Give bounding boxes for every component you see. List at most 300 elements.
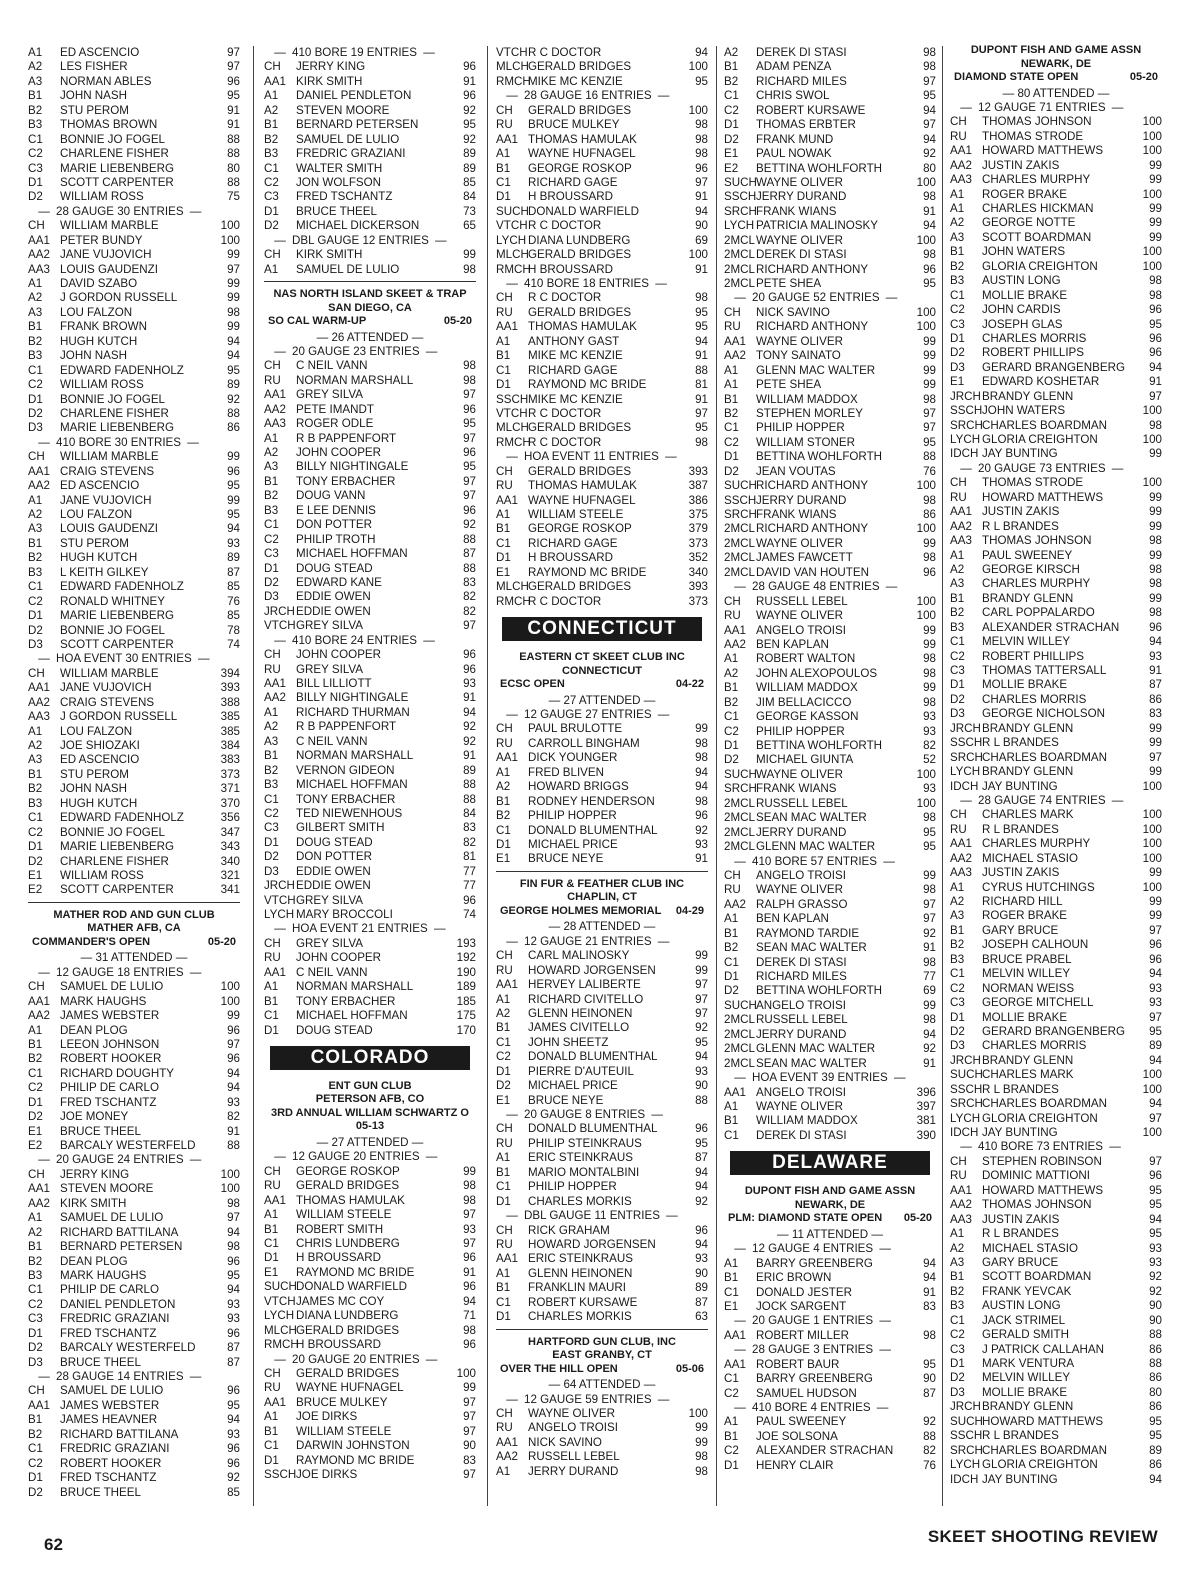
score: 91 — [1149, 664, 1162, 677]
result-row — [264, 190, 476, 204]
class-code: B3 — [950, 274, 965, 288]
result-row — [496, 407, 708, 421]
result-row — [496, 580, 708, 594]
class-code: RU — [264, 1179, 281, 1193]
shooter-name: BILLY NIGHTINGALE — [296, 691, 409, 705]
shooter-name: ALEXANDER STRACHAN — [982, 620, 1120, 634]
shooter-name: JOE DIRKS — [296, 1410, 358, 1424]
score: 397 — [916, 1099, 936, 1113]
result-row — [264, 1439, 476, 1453]
score: 94 — [695, 1165, 708, 1179]
result-row — [724, 1057, 936, 1071]
event-divider — [724, 1242, 936, 1256]
result-row — [28, 995, 240, 1009]
score: 321 — [220, 868, 240, 882]
score: 95 — [227, 508, 240, 521]
score: 95 — [923, 840, 936, 854]
result-row — [724, 205, 936, 219]
score: 99 — [227, 493, 240, 507]
score: 97 — [1149, 389, 1162, 403]
class-code: C2 — [28, 147, 43, 161]
score: 93 — [227, 1297, 240, 1311]
score: 95 — [227, 479, 240, 493]
class-code: IDCH — [950, 447, 979, 461]
event-entries: 410 BORE 24 ENTRIES — [292, 633, 418, 647]
score: 341 — [220, 883, 240, 897]
score: 98 — [463, 1179, 476, 1193]
result-row — [28, 1182, 240, 1196]
result-row — [724, 1114, 936, 1128]
score: 356 — [220, 811, 240, 825]
result-row — [724, 234, 936, 248]
result-row — [724, 1415, 936, 1429]
class-code: A1 — [264, 89, 279, 103]
score: 99 — [923, 378, 936, 392]
result-row — [724, 133, 936, 147]
club-name: HARTFORD GUN CLUB, INC — [528, 1335, 676, 1348]
class-code: B1 — [950, 923, 965, 937]
result-row — [264, 720, 476, 734]
class-code: B1 — [28, 1037, 43, 1051]
result-row — [496, 133, 708, 147]
class-code: B1 — [28, 89, 43, 103]
score: 83 — [1149, 707, 1162, 721]
result-row — [28, 840, 240, 854]
club-location: NEWARK, DE — [794, 1198, 866, 1211]
score: 87 — [227, 1355, 240, 1369]
shooter-name: WILLIAM STEELE — [296, 1424, 392, 1438]
result-row — [264, 605, 476, 619]
shooter-name: JOHN WATERS — [982, 404, 1066, 418]
shooter-name: BRUCE NEYE — [528, 852, 604, 866]
class-code: SSCH — [950, 1429, 983, 1443]
attendance — [496, 920, 708, 934]
result-row — [496, 205, 708, 219]
class-code: A1 — [28, 46, 43, 59]
results-column-2 — [264, 46, 476, 1482]
result-row — [950, 635, 1162, 649]
score: 92 — [227, 392, 240, 406]
score: 95 — [1149, 1183, 1162, 1197]
class-code: D3 — [28, 1355, 43, 1369]
class-code: B2 — [28, 782, 43, 796]
score: 99 — [923, 868, 936, 882]
score: 99 — [1149, 519, 1162, 533]
shooter-name: DEREK DI STASI — [756, 248, 847, 262]
class-code: A1 — [950, 880, 965, 894]
result-row — [724, 393, 936, 407]
dash: — — [425, 1150, 438, 1164]
class-code: C1 — [496, 1180, 511, 1194]
shooter-name: ERIC STEINKRAUS — [528, 1252, 634, 1266]
result-row — [724, 840, 936, 854]
result-row — [724, 104, 936, 118]
class-code: RMCH — [264, 1338, 299, 1352]
shooter-name: THOMAS ERBTER — [756, 118, 856, 132]
event-divider — [724, 1343, 936, 1357]
dash: — — [868, 1227, 883, 1241]
score: 88 — [695, 1093, 708, 1107]
result-row — [724, 364, 936, 378]
shooter-name: H BROUSSARD — [296, 1338, 382, 1352]
shooter-name: MARK HAUGHS — [60, 994, 147, 1008]
dash: — — [657, 934, 670, 948]
result-row — [950, 1299, 1162, 1313]
class-code: B1 — [950, 591, 965, 605]
result-row — [496, 320, 708, 334]
event-divider — [724, 291, 936, 305]
class-code: B1 — [496, 161, 511, 175]
class-code: RU — [724, 609, 741, 623]
score: 94 — [923, 103, 936, 117]
class-code: D1 — [496, 1310, 511, 1324]
club-name: NAS NORTH ISLAND SKEET & TRAP — [273, 288, 467, 300]
dash: — — [657, 708, 670, 721]
dash: — — [506, 1209, 518, 1223]
shooter-name: JANE VUJOVICH — [60, 248, 152, 262]
shooter-name: THOMAS HAMULAK — [528, 132, 637, 146]
shooter-name: WAYNE OLIVER — [756, 334, 843, 348]
result-row — [28, 349, 240, 363]
score: 95 — [695, 421, 708, 435]
shooter-name: EDWARD FADENHOLZ — [60, 580, 184, 594]
dash: — — [189, 1153, 202, 1167]
score: 97 — [1149, 750, 1162, 764]
class-code: AA1 — [264, 965, 286, 979]
score: 96 — [1149, 620, 1162, 634]
dash: — — [960, 1140, 972, 1154]
score: 88 — [227, 406, 240, 420]
result-row — [496, 1021, 708, 1035]
score: 100 — [688, 103, 708, 117]
score: 396 — [916, 1085, 936, 1099]
dash: — — [655, 277, 667, 290]
class-code: C1 — [496, 1035, 511, 1049]
class-code: D1 — [496, 551, 511, 565]
class-code: B3 — [264, 147, 279, 161]
shooter-name: JOHN COOPER — [296, 648, 382, 662]
result-row — [496, 722, 708, 736]
class-code: AA2 — [28, 479, 50, 493]
result-row — [724, 522, 936, 536]
class-code: AA2 — [28, 248, 50, 262]
result-row — [264, 576, 476, 590]
result-row — [28, 725, 240, 739]
class-code: B2 — [28, 103, 43, 117]
shooter-name: JAY BUNTING — [982, 447, 1058, 461]
shooter-name: CARL MALINOSKY — [528, 949, 630, 963]
shooter-name: WILLIAM MADDOX — [756, 392, 858, 406]
shooter-name: GLENN MAC WALTER — [756, 363, 876, 377]
class-code: AA1 — [724, 1357, 746, 1371]
result-row — [496, 176, 708, 190]
shooter-name: GERALD BRIDGES — [528, 305, 632, 319]
attendance — [264, 331, 476, 345]
score: 87 — [227, 1341, 240, 1355]
score: 98 — [923, 955, 936, 969]
shooter-name: ROBERT WALTON — [756, 652, 856, 666]
result-row — [28, 118, 240, 132]
result-row — [28, 335, 240, 349]
result-row — [496, 1465, 708, 1479]
shooter-name: GARY BRUCE — [982, 1255, 1059, 1269]
score: 98 — [463, 1323, 476, 1337]
shooter-name: AUSTIN LONG — [982, 1299, 1061, 1313]
result-row — [28, 133, 240, 147]
shooter-name: BRANDY GLENN — [982, 591, 1074, 605]
result-row — [264, 1468, 476, 1482]
score: 99 — [1149, 548, 1162, 562]
shooter-name: HOWARD BRIGGS — [528, 780, 629, 794]
class-code: D2 — [496, 1079, 511, 1093]
shooter-name: R C DOCTOR — [528, 219, 602, 233]
score: 92 — [227, 1471, 240, 1485]
score: 99 — [1149, 230, 1162, 244]
class-code: A1 — [264, 262, 279, 276]
class-code: AA1 — [950, 144, 972, 158]
result-row — [950, 1270, 1162, 1284]
shooter-name: GLENN MAC WALTER — [756, 1042, 876, 1056]
result-row — [950, 534, 1162, 548]
dash: — — [548, 693, 564, 707]
score: 94 — [1149, 360, 1162, 374]
class-code: A1 — [496, 1151, 511, 1165]
score: 88 — [227, 147, 240, 161]
result-row — [496, 1166, 708, 1180]
shooter-name: RICHARD ANTHONY — [756, 479, 869, 493]
score: 94 — [695, 780, 708, 794]
class-code: D1 — [496, 378, 511, 392]
class-code: 2MCL — [724, 277, 755, 290]
score: 97 — [695, 1006, 708, 1020]
result-row — [950, 202, 1162, 216]
score: 86 — [1149, 1342, 1162, 1356]
result-row — [724, 551, 936, 565]
club-location: SAN DIEGO, CA — [328, 301, 412, 314]
shooter-name: LOUIS GAUDENZI — [60, 262, 158, 276]
result-row — [496, 737, 708, 751]
class-code: A1 — [496, 1266, 511, 1280]
score: 97 — [463, 489, 476, 503]
result-row — [264, 1165, 476, 1179]
shooter-name: WALTER SMITH — [296, 161, 383, 175]
score: 94 — [695, 1237, 708, 1251]
shooter-name: DICK YOUNGER — [528, 751, 618, 765]
result-row — [950, 1097, 1162, 1111]
column-divider — [253, 46, 254, 1506]
dash: — — [640, 1378, 656, 1392]
score: 95 — [227, 1268, 240, 1282]
class-code: A2 — [496, 1006, 511, 1020]
score: 100 — [1142, 433, 1162, 446]
section-rule — [496, 1329, 708, 1330]
score: 100 — [916, 305, 936, 319]
shooter-name: PHILIP STEINKRAUS — [528, 1136, 642, 1150]
result-row — [950, 592, 1162, 606]
score: 99 — [1149, 447, 1162, 461]
shooter-name: EDDIE OWEN — [296, 604, 371, 618]
score: 98 — [1149, 418, 1162, 432]
score: 100 — [916, 767, 936, 781]
dash: — — [506, 1392, 518, 1406]
shooter-name: DOUG STEAD — [296, 1023, 373, 1037]
class-code: AA1 — [724, 334, 746, 348]
class-code: A2 — [950, 895, 965, 908]
shooter-name: BARRY GREENBERG — [756, 1372, 873, 1386]
class-code: VTCH — [264, 893, 296, 907]
class-code: SSCH — [264, 1468, 297, 1481]
class-code: A1 — [724, 378, 739, 392]
class-code: D1 — [28, 392, 43, 406]
score: 96 — [227, 1456, 240, 1470]
result-row — [950, 1371, 1162, 1385]
result-row — [264, 417, 476, 431]
shooter-name: MARIE LIEBENBERG — [60, 840, 175, 854]
score: 82 — [923, 739, 936, 752]
shooter-name: BRUCE THEEL — [60, 1355, 141, 1369]
shooter-name: LOUIS GAUDENZI — [60, 522, 158, 536]
dash: — — [777, 1227, 792, 1241]
result-row — [950, 1083, 1162, 1097]
result-row — [724, 1100, 936, 1114]
shooter-name: DEAN PLOG — [60, 1023, 128, 1037]
score: 94 — [227, 522, 240, 536]
event-divider — [264, 1353, 476, 1367]
result-row — [264, 147, 476, 161]
shooter-name: DONALD BLUMENTHAL — [528, 823, 658, 837]
score: 96 — [463, 402, 476, 416]
shoot-name: COMMANDER'S OPEN — [32, 935, 151, 948]
shooter-name: JAMES FAWCETT — [756, 551, 853, 565]
result-row — [28, 580, 240, 594]
score: 92 — [923, 1042, 936, 1056]
class-code: A1 — [496, 508, 511, 521]
result-row — [496, 393, 708, 407]
class-code: E2 — [28, 883, 43, 897]
result-row — [28, 1442, 240, 1456]
class-code: SRCH — [724, 782, 757, 796]
score: 371 — [220, 782, 240, 796]
class-code: A1 — [496, 765, 511, 779]
score: 98 — [923, 652, 936, 666]
shooter-name: EDWARD KANE — [296, 575, 382, 589]
club-name: ENT GUN CLUB — [328, 1079, 412, 1092]
score: 97 — [463, 1424, 476, 1438]
result-row — [950, 1343, 1162, 1357]
shooter-name: WAYNE OLIVER — [756, 1099, 843, 1113]
result-row — [950, 130, 1162, 144]
class-code: RU — [264, 373, 281, 387]
class-code: AA2 — [28, 1009, 50, 1023]
shooter-name: RICHARD MILES — [756, 74, 847, 88]
dash: — — [425, 1352, 438, 1366]
result-row — [950, 433, 1162, 447]
dash: — — [548, 1378, 564, 1392]
score: 97 — [1149, 1010, 1162, 1024]
result-row — [28, 291, 240, 305]
result-row — [264, 359, 476, 373]
score: 87 — [227, 565, 240, 579]
dash: — — [38, 965, 50, 979]
score: 96 — [227, 464, 240, 478]
score: 99 — [1149, 173, 1162, 187]
class-code: AA1 — [28, 1182, 50, 1196]
event-entries: 12 GAUGE 20 ENTRIES — [292, 1150, 420, 1164]
score: 95 — [463, 417, 476, 431]
class-code: CH — [496, 1406, 513, 1420]
score: 92 — [695, 1021, 708, 1035]
class-code: A3 — [950, 230, 965, 244]
result-row — [724, 566, 936, 580]
result-row — [264, 446, 476, 460]
class-code: LYCH — [950, 765, 981, 779]
score: 90 — [1149, 1313, 1162, 1327]
class-code: JRCH — [264, 879, 295, 893]
result-row — [724, 1042, 936, 1056]
score: 77 — [463, 879, 476, 893]
shooter-name: JERRY DURAND — [756, 493, 847, 507]
result-row — [28, 782, 240, 796]
dash: — — [879, 1314, 891, 1328]
shooter-name: LOU FALZON — [60, 724, 133, 738]
score: 99 — [463, 1164, 476, 1178]
score: 97 — [923, 897, 936, 911]
shooter-name: RICHARD GAGE — [528, 363, 618, 377]
result-row — [28, 219, 240, 233]
shooter-name: JERRY KING — [296, 60, 366, 74]
class-code: B1 — [264, 1222, 279, 1236]
result-row — [264, 60, 476, 74]
shooter-name: BRUCE THEEL — [60, 1124, 141, 1138]
shooter-name: BETTINA WOHLFORTH — [756, 739, 883, 752]
event-entries: 410 BORE 18 ENTRIES — [524, 277, 650, 290]
score: 96 — [227, 1442, 240, 1456]
score: 92 — [923, 926, 936, 940]
score: 100 — [1142, 129, 1162, 143]
class-code: C3 — [264, 547, 279, 561]
class-code: C1 — [724, 1285, 739, 1299]
shooter-name: LOU FALZON — [60, 508, 133, 521]
shooter-name: ED ASCENCIO — [60, 46, 140, 59]
class-code: A2 — [496, 780, 511, 794]
club-name: MATHER ROD AND GUN CLUB — [53, 908, 215, 921]
shooter-name: THOMAS HAMULAK — [296, 1193, 405, 1207]
class-code: A3 — [264, 734, 279, 748]
class-code: B2 — [724, 74, 739, 88]
club-location: NEWARK, DE — [1020, 57, 1092, 70]
shooter-name: RUSSELL LEBEL — [756, 796, 848, 810]
dash: — — [189, 965, 202, 979]
class-code: JRCH — [950, 389, 981, 403]
shooter-name: RICHARD THURMAN — [296, 705, 410, 719]
score: 185 — [456, 994, 476, 1008]
class-code: 2MCL — [724, 1042, 755, 1056]
result-row — [496, 824, 708, 838]
dash: — — [316, 1135, 332, 1149]
shooter-name: GREY SILVA — [296, 893, 364, 907]
shooter-name: JOHN COOPER — [296, 951, 382, 965]
score: 93 — [227, 1095, 240, 1109]
result-row — [724, 263, 936, 277]
shooter-name: DEREK DI STASI — [756, 955, 847, 969]
class-code: CH — [28, 1167, 45, 1181]
class-code: AA1 — [496, 493, 518, 507]
event-entries: HOA EVENT 39 ENTRIES — [752, 1071, 888, 1085]
event-divider — [496, 277, 708, 291]
result-row — [264, 403, 476, 417]
result-row — [28, 162, 240, 176]
score: 94 — [1149, 1053, 1162, 1067]
